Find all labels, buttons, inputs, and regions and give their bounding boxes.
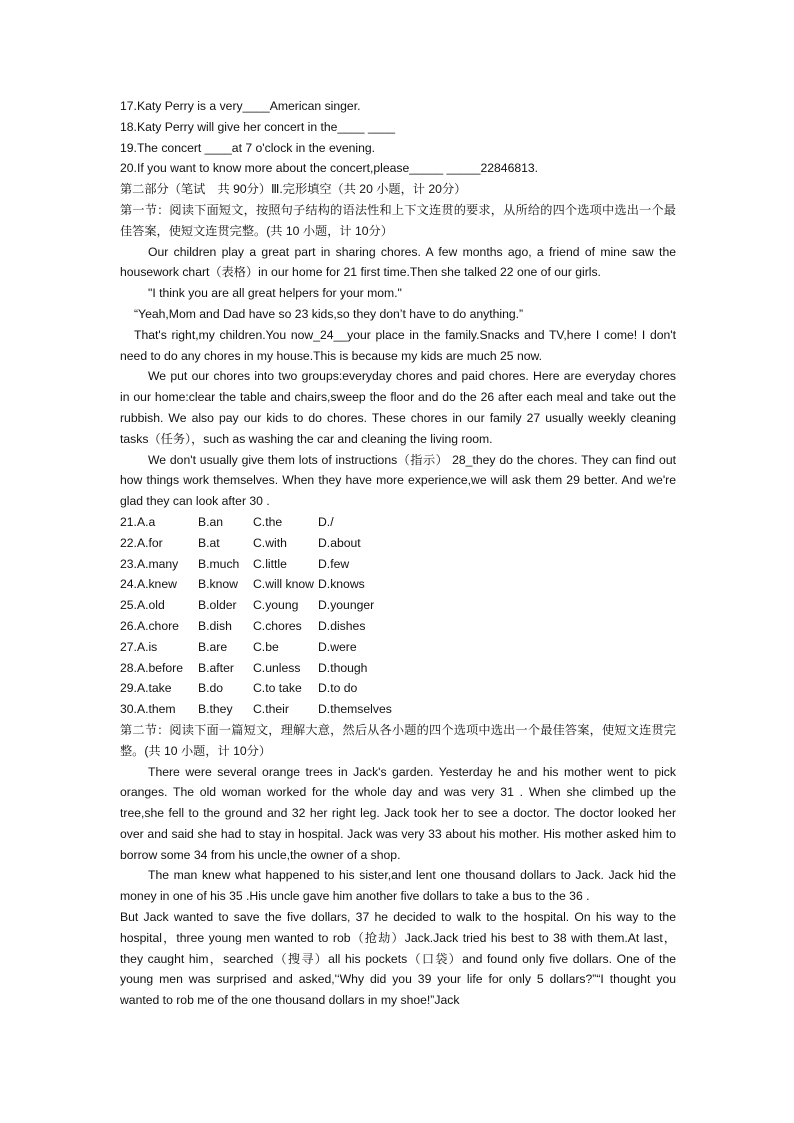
option: D.dishes	[318, 618, 366, 633]
question-17: 17.Katy Perry is a very____American singer.	[120, 99, 361, 113]
options-list	[120, 512, 676, 720]
option: B.at	[198, 535, 220, 550]
option: 26.A.chore	[120, 618, 179, 633]
option-row	[120, 658, 676, 679]
option-row	[120, 595, 676, 616]
option: B.after	[198, 660, 234, 675]
option: 24.A.knew	[120, 577, 177, 592]
option: C.chores	[253, 618, 302, 633]
option: B.older	[198, 598, 237, 613]
passage2-paragraph: The man knew what happened to his sister,and lent one thousand dollars to Jack. Jack hid the money in one of his 35 .His uncle gave him another five dollars to take a bus to the 36 .	[120, 868, 676, 904]
section2-heading: 第二节：阅读下面一篇短文，理解大意，然后从各小题的四个选项中选出一个最佳答案，使短文连贯完整。(共 10 小题，计 10分）	[120, 722, 676, 758]
option-row	[120, 574, 676, 595]
option: B.much	[198, 556, 240, 571]
section1-heading: 第一节：阅读下面短文，按照句子结构的语法性和上下文连贯的要求，从所给的四个选项中选出一个最佳答案，使短文连贯完整。(共 10 小题，计 10分）	[120, 202, 676, 238]
option-row	[120, 533, 676, 554]
passage1-paragraph: That's right,my children.You now_24__your place in the family.Snacks and TV,here I come! I don't need to do any chores in my house.This is because my kids are much 25 now.	[120, 327, 676, 363]
option: 21.A.a	[120, 514, 156, 529]
passage2-paragraph: There were several orange trees in Jack's garden. Yesterday he and his mother went to pick oranges. The old woman worked for the whole day and was very 31 . When she climbed up the tree,she fell to the ground and 32 her right leg. Jack took her to see a doctor. The doctor looked her over and said she had to stay in hospital. Jack was very 33 about his mother. His mother asked him to borrow some 34 from his uncle,the owner of a shop.	[120, 764, 676, 862]
passage1-paragraph: We don't usually give them lots of instructions（指示） 28_they do the chores. They can find out how things work themselves. When they have more experience,we will ask them 29 better. And we're glad they can look after 30 .	[120, 452, 676, 509]
option: D.were	[318, 639, 357, 654]
passage2-paragraph: But Jack wanted to save the five dollars, 37 he decided to walk to the hospital. On his way to the hospital，three young men wanted to rob（抢劫）Jack.Jack tried his best to 38 with them.At last，they caught him，searched（搜寻）all his pockets（口袋）and found only five dollars. One of the young men was surprised and asked,'‘Why did you 39 your life for only 5 dollars?”“I thought you wanted to rob me of the one thousand dollars in my shoe!”Jack	[120, 910, 676, 1008]
option-row	[120, 512, 676, 533]
option: D.knows	[318, 577, 365, 592]
option: C.will know	[253, 577, 314, 592]
option: C.the	[253, 514, 283, 529]
option: C.their	[253, 702, 289, 717]
option: 30.A.them	[120, 702, 176, 717]
option-row	[120, 616, 676, 637]
option: D.to do	[318, 681, 358, 696]
option: D.few	[318, 556, 350, 571]
option: 25.A.old	[120, 598, 165, 613]
question-19: 19.The concert ____at 7 o'clock in the evening.	[120, 140, 376, 155]
option-row	[120, 699, 676, 720]
option: B.an	[198, 514, 224, 529]
option: D.about	[318, 535, 361, 550]
option: D.though	[318, 660, 368, 675]
option: C.to take	[253, 681, 302, 696]
option-row	[120, 554, 676, 575]
document-page	[120, 96, 676, 1011]
option: C.with	[253, 535, 287, 550]
option: C.be	[253, 639, 279, 654]
passage1-paragraph: Our children play a great part in sharing chores. A few months ago, a friend of mine saw the housework chart（表格）in our home for 21 first time.Then she talked 22 one of our girls.	[120, 244, 676, 280]
option: B.they	[198, 702, 233, 717]
option-row	[120, 637, 676, 658]
option: 27.A.is	[120, 639, 158, 654]
option: B.know	[198, 577, 238, 592]
option: 28.A.before	[120, 660, 184, 675]
option: C.young	[253, 598, 299, 613]
option-row	[120, 678, 676, 699]
option: D.younger	[318, 598, 375, 613]
question-20: 20.If you want to know more about the concert,please_____ _____22846813.	[120, 161, 539, 176]
question-18: 18.Katy Perry will give her concert in the____ ____	[120, 119, 396, 134]
passage1-paragraph: We put our chores into two groups:everyday chores and paid chores. Here are everyday chores in our home:clear the table and chairs,sweep the floor and do the 26 after each meal and take out the rubbish. We also pay our kids to do chores. These chores in our family 27 usually weekly cleaning tasks（任务），such as washing the car and cleaning the living room.	[120, 369, 676, 446]
part2-heading: 第二部分（笔试 共 90分）Ⅲ.完形填空（共 20 小题，计 20分）	[120, 182, 467, 197]
option: C.little	[253, 556, 287, 571]
option: B.do	[198, 681, 224, 696]
option: D./	[318, 514, 334, 529]
option: B.dish	[198, 618, 232, 633]
passage1-paragraph: "I think you are all great helpers for your mom."	[148, 286, 402, 301]
option: 22.A.for	[120, 535, 163, 550]
option: B.are	[198, 639, 228, 654]
passage1-paragraph: “Yeah,Mom and Dad have so 23 kids,so they don’t have to do anything.”	[134, 306, 524, 321]
option: 29.A.take	[120, 681, 172, 696]
option: C.unless	[253, 660, 301, 675]
option: 23.A.many	[120, 556, 179, 571]
option: D.themselves	[318, 702, 392, 717]
